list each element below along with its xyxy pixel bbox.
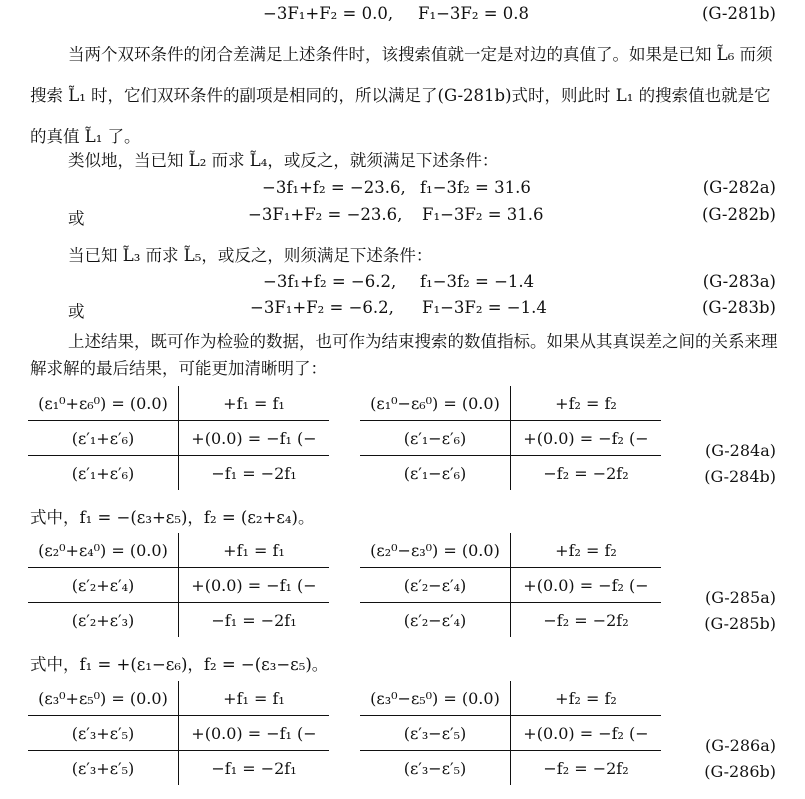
cell: (ε′₁−ε′₆): [403, 463, 467, 483]
equation-tags-286: [704, 735, 776, 783]
cell: +(0.0) = −f₂ (−: [511, 568, 662, 603]
equation-282a-right: f₁−3f₂ = 31.6: [420, 178, 531, 197]
equation-282b-left: −3F₁+F₂ = −23.6,: [248, 205, 403, 224]
conjunction-or: 或: [68, 302, 85, 321]
equation-tag-283b: (G-283b): [702, 298, 776, 317]
equation-tag-282b: (G-282b): [702, 205, 776, 224]
cell: (ε′₃−ε′₅): [403, 758, 467, 778]
cell: (ε′₃+ε′₅): [71, 758, 135, 778]
cell: +f₁ = f₁: [179, 681, 330, 716]
cell: +(0.0) = −f₂ (−: [511, 716, 662, 751]
note-285: 式中，f₁ = +(ε₁−ε₆)，f₂ = −(ε₃−ε₅)。: [30, 655, 329, 674]
cell: +f₁ = f₁: [179, 533, 330, 568]
cell: −f₁ = −2f₁: [179, 751, 330, 786]
cell: (ε′₂−ε′₄): [403, 610, 467, 630]
equation-tag-282a: (G-282a): [702, 178, 776, 197]
paragraph-4: 上述结果，既可作为检验的数据，也可作为结束搜索的数值指标。如果从其真误差之间的关系来理解求解的最后结果，可能更加清晰明了：: [30, 332, 778, 378]
equation-282a-left: −3f₁+f₂ = −23.6,: [262, 178, 406, 197]
equation-tags-285: [704, 587, 776, 635]
equation-tag-285b: (G-285b): [704, 614, 776, 633]
equation-tags-284: [704, 440, 776, 488]
cell: (ε₁⁰−ε₆⁰) = (0.0): [360, 386, 511, 421]
cell: +(0.0) = −f₁ (−: [179, 716, 330, 751]
equation-tag-286b: (G-286b): [704, 762, 776, 781]
cell: (ε₃⁰+ε₅⁰) = (0.0): [28, 681, 179, 716]
paragraph-3: 当已知 L̃₃ 而求 L̃₅，或反之，则须满足下述条件：: [68, 246, 433, 265]
cell: (ε′₁+ε′₆): [71, 463, 135, 483]
cell: +f₁ = f₁: [179, 386, 330, 421]
equation-283a-right: f₁−3f₂ = −1.4: [420, 272, 535, 291]
table-285-right: [360, 533, 661, 637]
cell: −f₂ = −2f₂: [511, 751, 662, 786]
cell: (ε′₂+ε′₃): [71, 610, 135, 630]
cell: −f₂ = −2f₂: [511, 603, 662, 638]
cell: +(0.0) = −f₁ (−: [179, 421, 330, 456]
cell: −f₁ = −2f₁: [179, 603, 330, 638]
cell: +(0.0) = −f₂ (−: [511, 421, 662, 456]
cell: −f₁ = −2f₁: [179, 456, 330, 491]
cell: (ε₂⁰−ε₃⁰) = (0.0): [360, 533, 511, 568]
note-284: 式中，f₁ = −(ε₃+ε₅)，f₂ = (ε₂+ε₄)。: [30, 508, 315, 527]
equation-281b-right: F₁−3F₂ = 0.8: [418, 4, 530, 23]
conjunction-or: 或: [68, 209, 85, 228]
equation-tag-283a: (G-283a): [702, 272, 776, 291]
cell: +f₂ = f₂: [511, 386, 662, 421]
cell: (ε₁⁰+ε₆⁰) = (0.0): [28, 386, 179, 421]
table-284-right: [360, 386, 661, 490]
cell: (ε′₃+ε′₅): [28, 716, 179, 751]
cell: +f₂ = f₂: [511, 681, 662, 716]
cell: (ε′₂+ε′₄): [28, 568, 179, 603]
cell: −f₂ = −2f₂: [511, 456, 662, 491]
cell: +f₂ = f₂: [511, 533, 662, 568]
equation-tag-285a: (G-285a): [704, 588, 776, 607]
equation-tag-281b: (G-281b): [702, 4, 776, 23]
cell: (ε₃⁰−ε₅⁰) = (0.0): [360, 681, 511, 716]
paragraph-1: 当两个双环条件的闭合差满足上述条件时，该搜索值就一定是对边的真值了。如果是已知 L̃₆ 而须搜索 L̃₁ 时，它们双环条件的副项是相同的，所以满足了(G-281b)式时，则此时 L₁ 的搜索值也就是它的真值 L̃₁ 了。: [30, 45, 773, 146]
cell: (ε′₃−ε′₅): [360, 716, 511, 751]
equation-283b-left: −3F₁+F₂ = −6.2,: [250, 298, 394, 317]
cell: (ε′₂−ε′₄): [360, 568, 511, 603]
table-284-left: [28, 386, 329, 490]
equation-tag-286a: (G-286a): [704, 736, 776, 755]
cell: (ε′₁+ε′₆): [28, 421, 179, 456]
equation-tag-284b: (G-284b): [704, 467, 776, 486]
equation-281b-left: −3F₁+F₂ = 0.0,: [263, 4, 394, 23]
equation-283a-left: −3f₁+f₂ = −6.2,: [263, 272, 397, 291]
cell: +(0.0) = −f₁ (−: [179, 568, 330, 603]
equation-282b-right: F₁−3F₂ = 31.6: [422, 205, 544, 224]
table-286-right: [360, 681, 661, 785]
paragraph-2: 类似地，当已知 L̃₂ 而求 L̃₄，或反之，就须满足下述条件：: [68, 151, 499, 170]
equation-tag-284a: (G-284a): [704, 441, 776, 460]
table-286-left: [28, 681, 329, 785]
cell: (ε₂⁰+ε₄⁰) = (0.0): [28, 533, 179, 568]
table-285-left: [28, 533, 329, 637]
cell: (ε′₁−ε′₆): [360, 421, 511, 456]
equation-283b-right: F₁−3F₂ = −1.4: [422, 298, 547, 317]
